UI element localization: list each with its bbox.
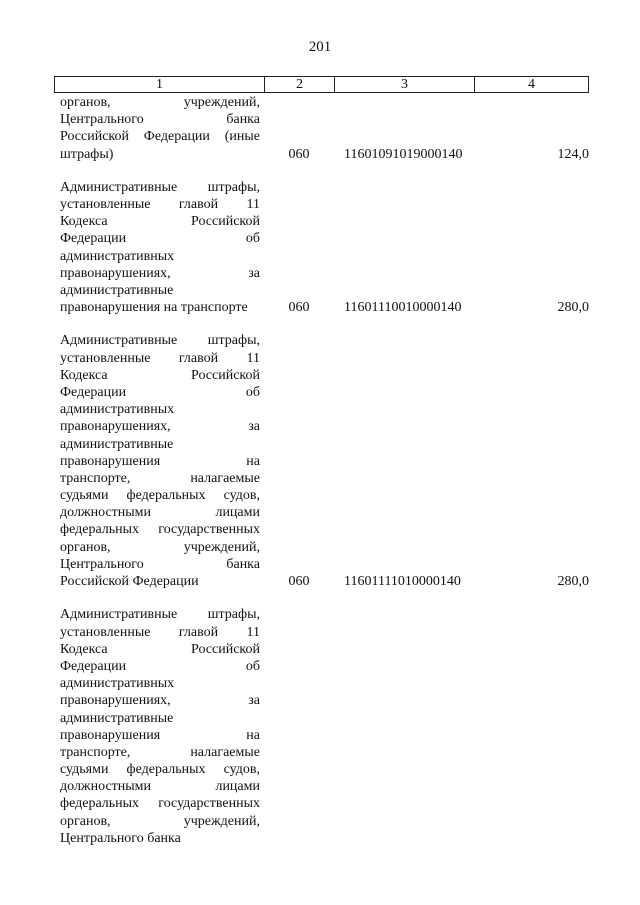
description-line: Административные штрафы, [60,607,260,623]
description-line: федеральных государственных [60,796,260,812]
description-line: должностными лицами [60,505,260,521]
row-description [60,179,260,317]
row-description [60,94,260,163]
description-line: правонарушения на транспорте [60,300,248,316]
description-line: правонарушения на [60,727,260,743]
description-line: Центрального банка [60,830,181,846]
header-col-2: 2 [265,77,335,92]
description-line: установленные главой 11 [60,624,260,640]
description-line: должностными лицами [60,779,260,795]
header-col-4: 4 [528,77,535,92]
row-description [60,606,260,847]
description-line: Федерации об [60,384,260,400]
description-line: органов, учреждений, [60,95,260,110]
row-amount: 280,0 [557,300,589,316]
description-line: Центрального банка [60,112,260,128]
description-line: административные [60,282,174,298]
description-line: установленные главой 11 [60,350,260,366]
row-description [60,332,260,590]
table-row [0,332,640,590]
description-line: административных [60,248,175,264]
description-line: федеральных государственных [60,522,260,538]
table-row [0,606,640,847]
description-line: органов, учреждений, [60,539,260,555]
description-line: Федерации об [60,231,260,247]
description-line: транспорте, налагаемые [60,744,260,760]
description-line: Кодекса Российской [60,214,260,230]
description-line: правонарушениях, за [60,419,260,435]
description-line: Центрального банка [60,556,260,572]
row-amount: 280,0 [557,574,589,590]
budget-classification-code: 11601091019000140 [344,146,463,162]
page-number: 201 [308,39,332,55]
description-line: административные [60,710,174,726]
description-line: Кодекса Российской [60,367,260,383]
table-row [0,179,640,317]
row-code: 060 [288,146,310,162]
header-col-3: 3 [335,77,475,92]
description-line: Кодекса Российской [60,641,260,657]
row-amount: 124,0 [557,146,589,162]
description-line: Федерации об [60,658,260,674]
header-col-1: 1 [55,77,265,92]
description-line: Административные штрафы, [60,333,260,349]
description-line: судьями федеральных судов, [60,762,260,778]
description-line: штрафы) [60,146,114,162]
description-line: Российской Федерации [60,574,199,590]
description-line: установленные главой 11 [60,196,260,212]
description-line: правонарушениях, за [60,693,260,709]
description-line: правонарушения на [60,453,260,469]
table-header [54,76,589,93]
description-line: судьями федеральных судов, [60,488,260,504]
budget-classification-code: 11601110010000140 [344,300,462,316]
description-line: административных [60,402,175,418]
row-code: 060 [288,300,310,316]
description-line: Российской Федерации (иные [60,129,260,145]
row-code: 060 [288,574,310,590]
description-line: правонарушениях, за [60,265,260,281]
budget-classification-code: 11601111010000140 [344,574,461,590]
description-line: транспорте, налагаемые [60,470,260,486]
description-line: административные [60,436,174,452]
table-row [0,94,640,163]
description-line: органов, учреждений, [60,813,260,829]
description-line: Административные штрафы, [60,179,260,195]
description-line: административных [60,676,175,692]
